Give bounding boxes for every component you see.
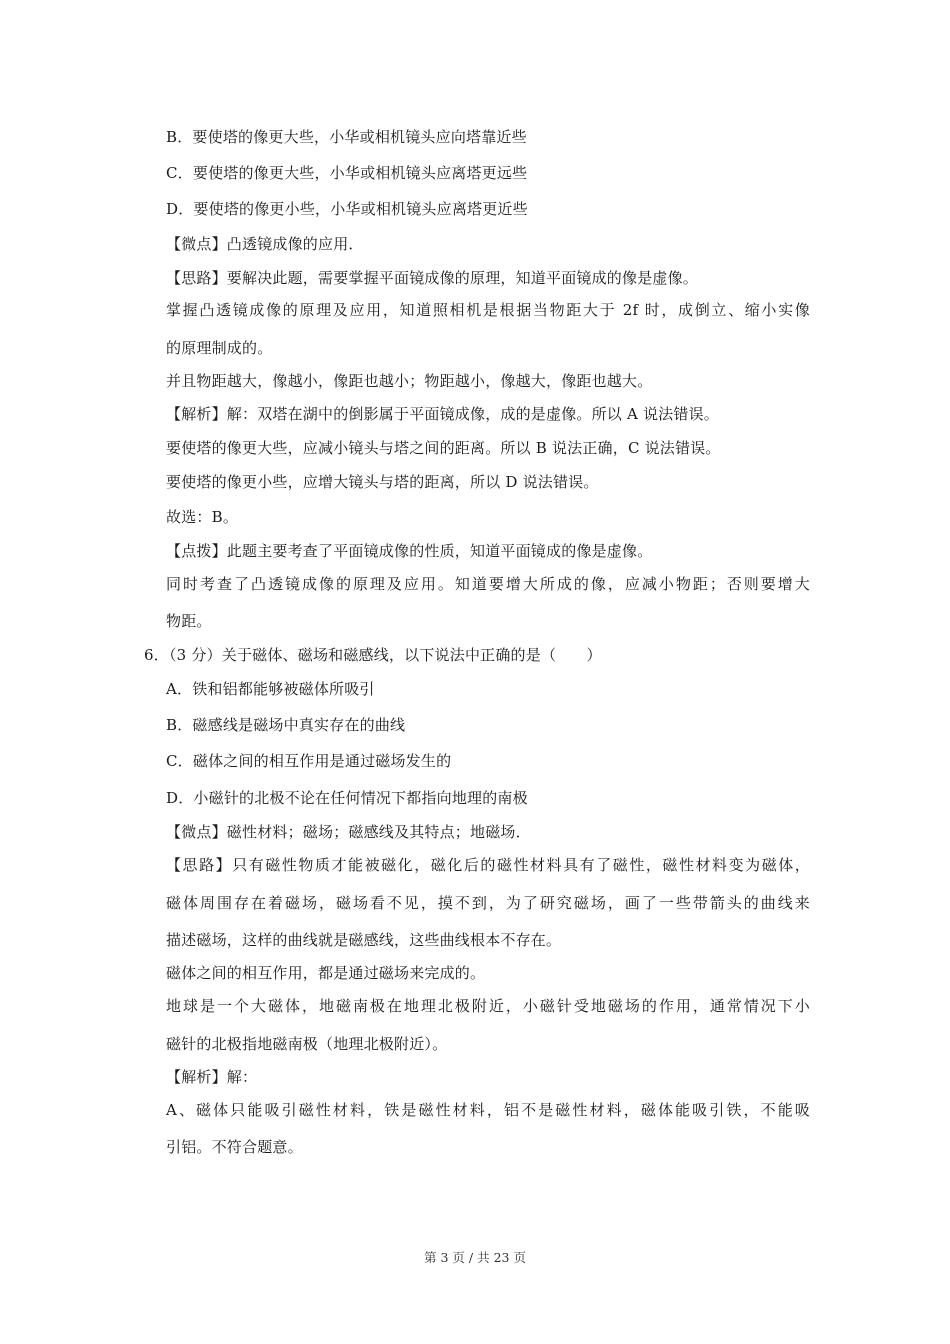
approach-line-4: 并且物距越大，像越小，像距也越小；物距越小，像越大，像距也越大。 bbox=[166, 372, 653, 390]
analysis-line-3: 要使塔的像更小些，应增大镜头与塔的距离，所以 D 说法错误。 bbox=[166, 473, 599, 491]
analysis-line-2: 要使塔的像更大些，应减小镜头与塔之间的距离。所以 B 说法正确，C 说法错误。 bbox=[166, 439, 721, 457]
tip-line-3: 物距。 bbox=[166, 612, 212, 630]
approach-line-6-5: 地球是一个大磁体，地磁南极在地理北极附近，小磁针受地磁场的作用，通常情况下小 bbox=[166, 997, 810, 1015]
question-6-option-a: A．铁和铝都能够被磁体所吸引 bbox=[166, 680, 375, 698]
key-point-line-6: 【微点】磁性材料；磁场；磁感线及其特点；地磁场． bbox=[166, 823, 531, 841]
approach-line-6-2: 磁体周围存在着磁场，磁场看不见，摸不到，为了研究磁场，画了一些带箭头的曲线来 bbox=[166, 894, 810, 912]
approach-line-2: 掌握凸透镜成像的原理及应用，知道照相机是根据当物距大于 2f 时，成倒立、缩小实像 bbox=[166, 301, 810, 319]
page-number-footer: 第 3 页 / 共 23 页 bbox=[424, 1250, 526, 1265]
question-6-option-b: B．磁感线是磁场中真实存在的曲线 bbox=[166, 716, 406, 734]
analysis-line-6-3: 引铝。不符合题意。 bbox=[166, 1138, 303, 1156]
approach-line: 【思路】要解决此题，需要掌握平面镜成像的原理，知道平面镜成的像是虚像。 bbox=[166, 269, 699, 287]
approach-line-3: 的原理制成的。 bbox=[166, 339, 273, 357]
approach-line-6: 【思路】只有磁性物质才能被磁化，磁化后的磁性材料具有了磁性，磁性材料变为磁体， bbox=[166, 856, 810, 874]
approach-line-6-6: 磁针的北极指地磁南极（地理北极附近）。 bbox=[166, 1035, 448, 1053]
question-6-option-c: C．磁体之间的相互作用是通过磁场发生的 bbox=[166, 752, 452, 770]
option-d-line: D．要使塔的像更小些，小华或相机镜头应离塔更近些 bbox=[166, 200, 528, 218]
approach-line-6-4: 磁体之间的相互作用，都是通过磁场来完成的。 bbox=[166, 964, 486, 982]
key-point-line: 【微点】凸透镜成像的应用． bbox=[166, 235, 364, 253]
approach-line-6-3: 描述磁场，这样的曲线就是磁感线，这些曲线根本不存在。 bbox=[166, 931, 562, 949]
option-c-line: C．要使塔的像更大些，小华或相机镜头应离塔更远些 bbox=[166, 164, 528, 182]
analysis-line-6-2: A、磁体只能吸引磁性材料，铁是磁性材料，铝不是磁性材料，磁体能吸引铁，不能吸 bbox=[166, 1101, 810, 1119]
answer-line: 故选：B。 bbox=[166, 508, 239, 526]
analysis-line-6: 【解析】解： bbox=[166, 1068, 258, 1086]
question-6-option-d: D．小磁针的北极不论在任何情况下都指向地理的南极 bbox=[166, 789, 528, 807]
option-b-line: B．要使塔的像更大些，小华或相机镜头应向塔靠近些 bbox=[166, 128, 527, 146]
analysis-line: 【解析】解：双塔在湖中的倒影属于平面镜成像，成的是虚像。所以 A 说法错误。 bbox=[166, 405, 719, 423]
question-6-stem: 6．（3 分）关于磁体、磁场和磁感线，以下说法中正确的是（ ） bbox=[144, 646, 602, 664]
tip-line: 【点拨】此题主要考查了平面镜成像的性质，知道平面镜成的像是虚像。 bbox=[166, 542, 653, 560]
tip-line-2: 同时考查了凸透镜成像的原理及应用。知道要增大所成的像，应减小物距；否则要增大 bbox=[166, 575, 810, 593]
